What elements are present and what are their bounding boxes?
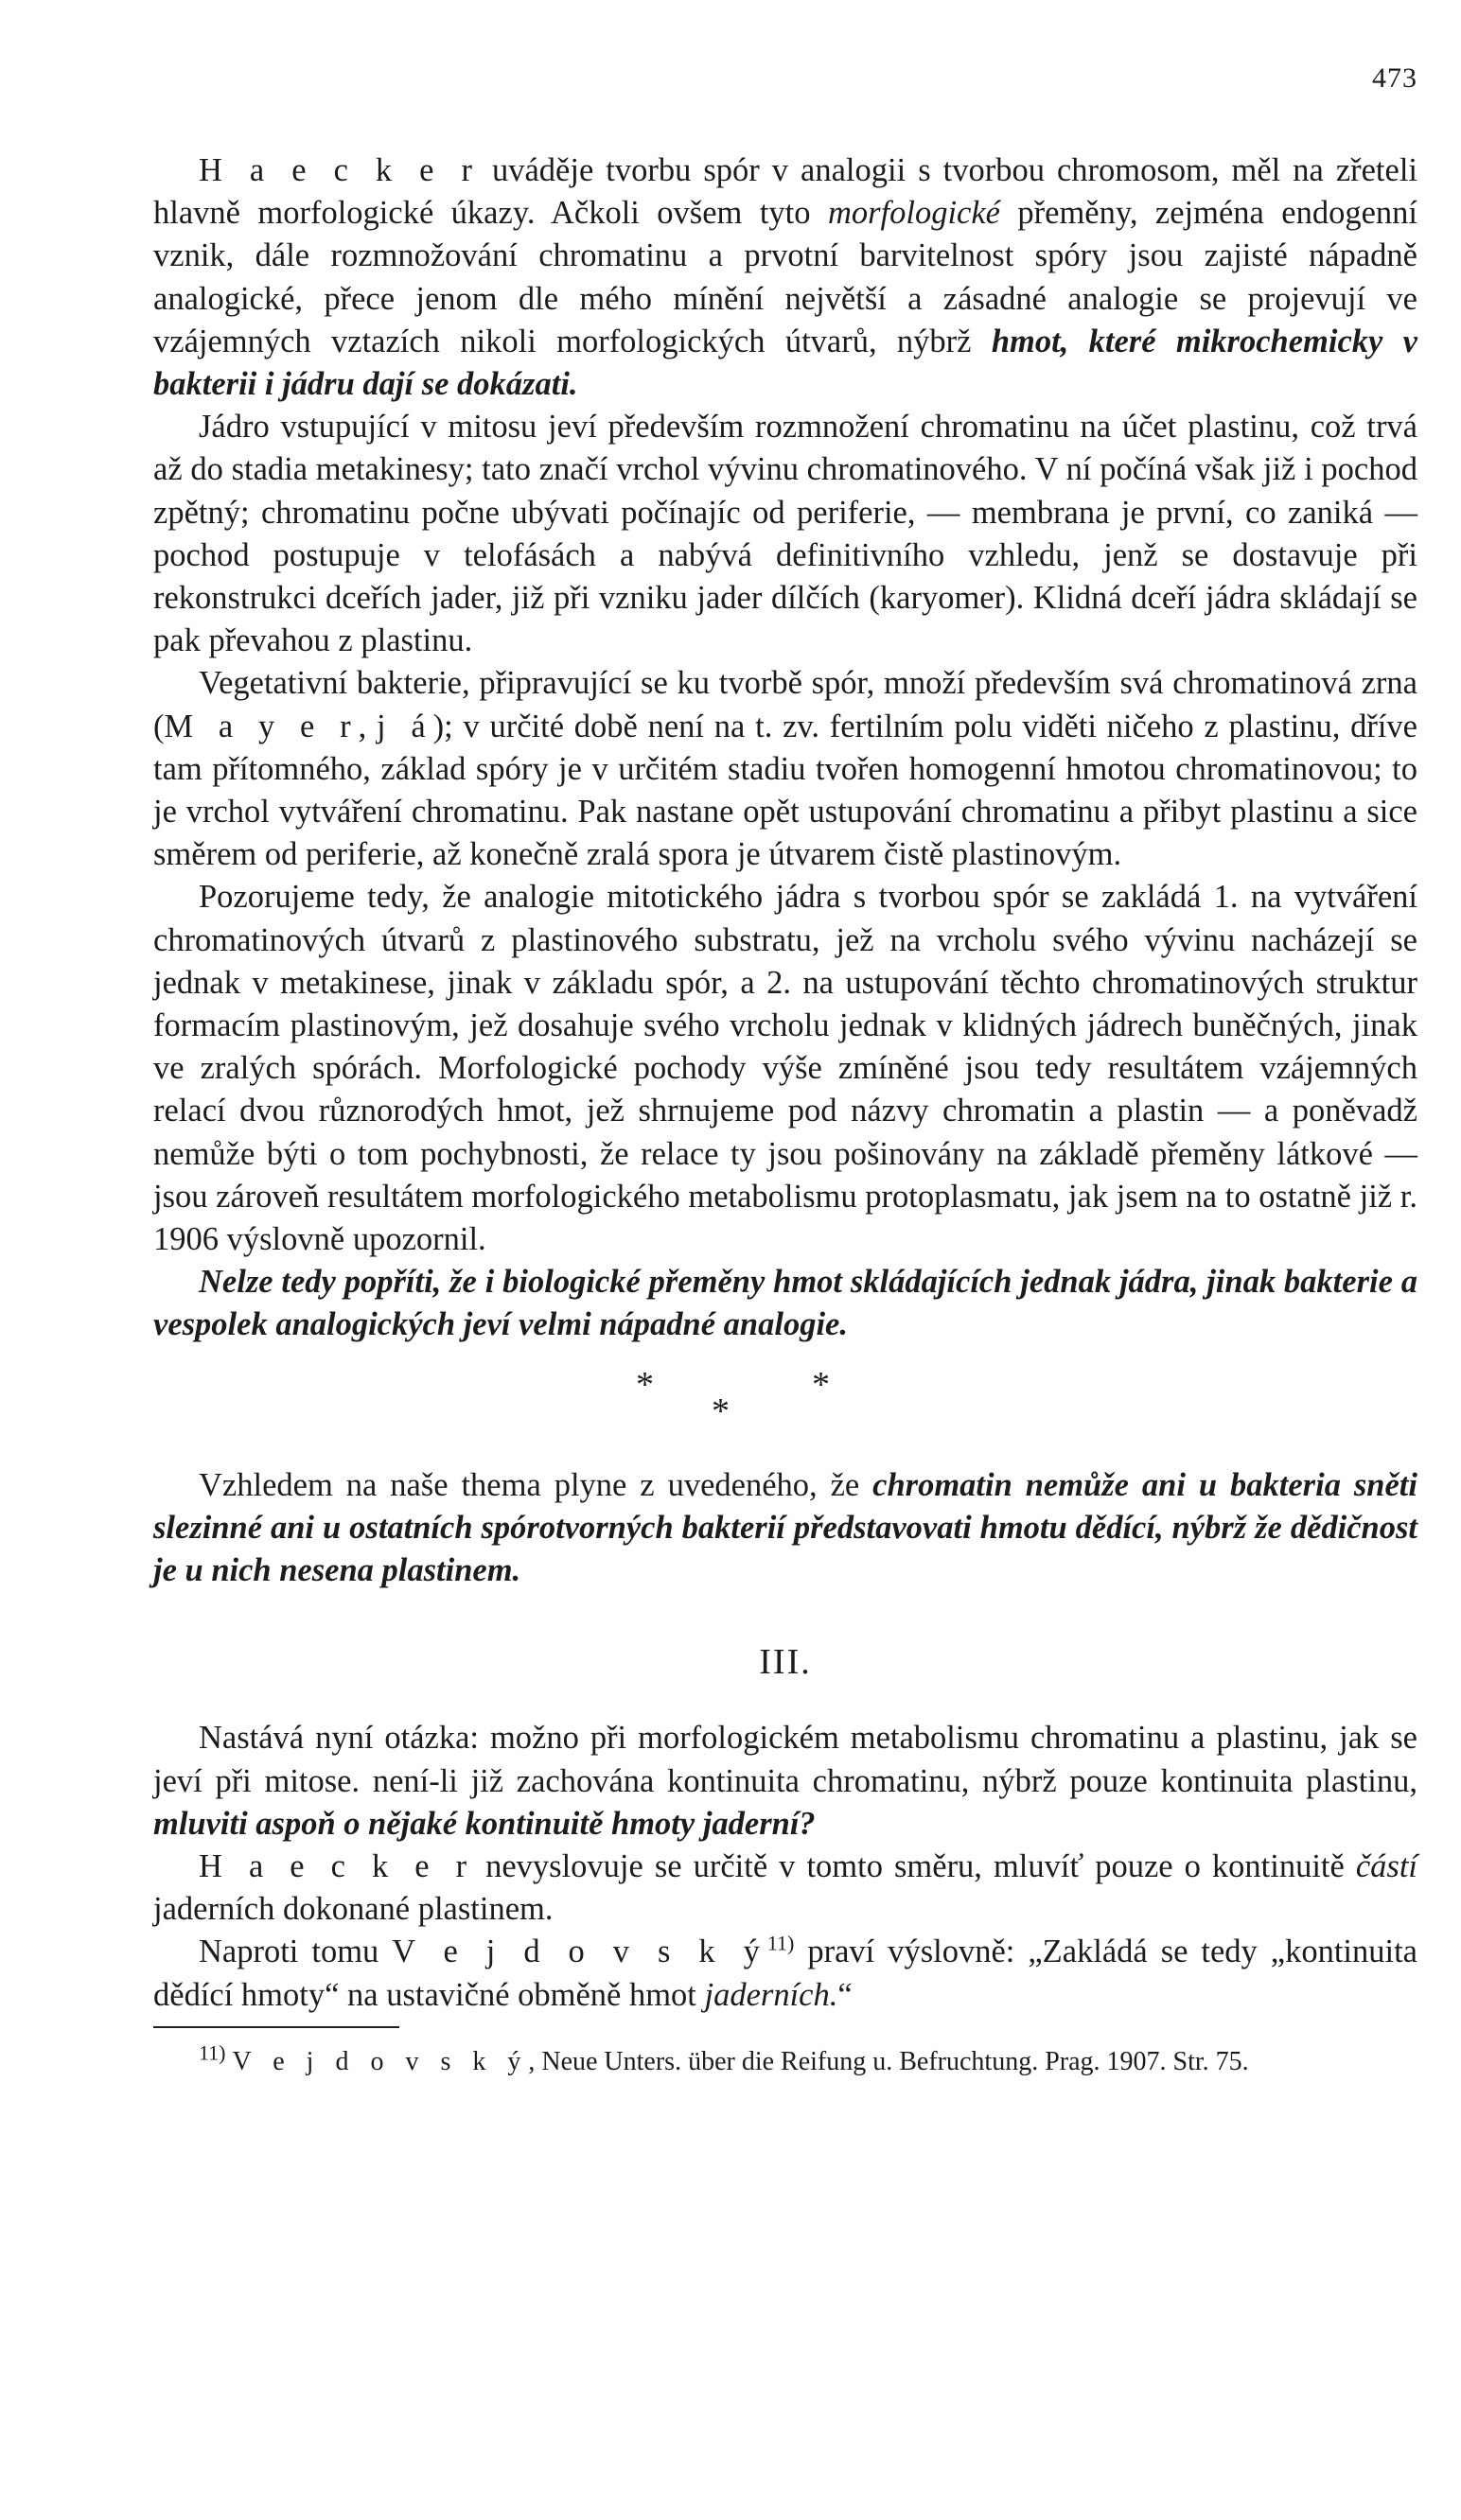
paragraph-1-text: uváděje tvorbu spór v analogii s tvorbou chromosom, měl na zřeteli hlavně morfologické úkazy. Ačkoli ovšem tyto <box>153 152 1418 232</box>
paragraph-1-italic-term: morfologické <box>827 195 1000 232</box>
section-heading: III. <box>759 1642 812 1683</box>
paragraph-6-emphasis: chromatin nemůže ani u bakteria sněti slezinné ani u ostatních spórotvorných bakterií představovati hmotu dědící, nýbrž že dědičnost je u nich nesena plastinem. <box>153 1466 1417 1589</box>
paragraph-9-text: Naproti tomu <box>199 1934 393 1970</box>
paragraph-8-italic-term: částí <box>1355 1847 1418 1884</box>
footnote-divider <box>153 2026 399 2028</box>
paragraph-3 <box>153 662 1417 876</box>
footnote-mark: 11) <box>199 2040 226 2065</box>
paragraph-5-conclusion: Nelze tedy popříti, že i biologické přeměny hmot skládajících jednak jádra, jinak bakterie a vespolek analogických jeví velmi nápadné analogie. <box>153 1264 1417 1343</box>
paragraph-6-text: Vzhledem na naše thema plyne z uvedeného, že <box>199 1466 873 1503</box>
author-name-mayer: M a y e r <box>164 708 359 744</box>
paragraph-9-quote: praví výslovně: „Zakládá se tedy „kontinuita dědící hmoty“ na ustavičné obměně hmot <box>153 1934 1417 2013</box>
paragraph-3-separator: , <box>358 708 377 744</box>
section-divider-stars <box>153 1364 1417 1440</box>
paragraph-8-text: nevyslovuje se určitě v tomto směru, mluvíť pouze o kontinuitě <box>474 1847 1356 1884</box>
paragraph-4: Pozorujeme tedy, že analogie mitotického jádra s tvorbou spór se zakládá 1. na vytváření chromatinových útvarů z plastinového substratu, jež na vrcholu svého vývinu nacházejí se jednak v metakinese, jinak v základu spór, a 2. na ustupování těchto chromatinových struktur formacím plastinovým, jež dosahuje svého vrcholu jednak v klidných jádrech buněčných, jinak ve zralých spórách. Morfologické pochody výše zmíněné jsou tedy resultátem vzájemných relací dvou různorodých hmot, jež shrnujeme pod názvy chromatin a plastin — a poněvadž nemůže býti o tom pochybnosti, že relace ty jsou pošinovány na základě přeměny látkové — jsou zároveň resultátem morfologického metabolismu protoplasmatu, jak jsem na to ostatně již r. 1906 výslovně upozornil. <box>153 879 1417 1258</box>
footnote-text: , Neue Unters. über die Reifung u. Befruchtung. Prag. 1907. Str. 75. <box>528 2046 1249 2076</box>
paragraph-8 <box>153 1846 1417 1931</box>
paragraph-7-emphasis: mluviti aspoň o nějaké kontinuitě hmoty <box>153 1805 703 1842</box>
paragraph-8-text-cont: jaderních dokonané plastinem. <box>153 1891 554 1928</box>
paragraph-9-italic-term: jaderních. <box>704 1976 838 2013</box>
paragraph-1-text-cont: přeměny, zejména endogenní vznik, dále rozmnožování chromatinu a prvotní barvitelnost spóry jsou zajisté nápadně analogické, přece jenom dle mého mínění největší a zásadné analogie se projevují ve vzájemných vztazích nikoli morfologických útvarů, nýbrž <box>153 195 1418 359</box>
paragraph-1-emphasis: hmot, které mikrochemicky v bakterii i jádru dají se dokázati. <box>153 323 1417 403</box>
footnote-author: V e j d o v s k ý <box>232 2046 529 2076</box>
footnote <box>153 2040 1417 2081</box>
paragraph-6 <box>153 1464 1417 1593</box>
paragraph-7 <box>153 1717 1417 1846</box>
page-body <box>153 149 1417 2081</box>
paragraph-2: Jádro vstupující v mitosu jeví především rozmnožení chromatinu na účet plastinu, což trvá až do stadia metakinesy; tato značí vrchol vývinu chromatinového. V ní počíná však již i pochod zpětný; chromatinu počne ubývati počínajíc od periferie, — membrana je první, co zaniká — pochod postupuje v telofásách a nabývá definitivního vzhledu, jenž se dostavuje při rekonstrukci dceřích jader, již při vzniku jader dílčích (karyomer). Klidná dceří jádra skládají se pak převahou z plastinu. <box>153 409 1417 659</box>
paragraph-1 <box>153 149 1417 406</box>
paragraph-7-emphasis-strong: jaderní? <box>702 1805 816 1842</box>
author-name-vejdovsky: V e j d o v s k ý <box>392 1934 767 1970</box>
divider-star: * <box>712 1391 730 1431</box>
page-number: 473 <box>1372 62 1417 94</box>
paragraph-9-quote-close: “ <box>837 1976 853 2013</box>
footnote-reference[interactable]: 11) <box>766 1931 795 1955</box>
paragraph-7-text: Nastává nyní otázka: možno při morfologickém metabolismu chromatinu a plastinu, jak se jeví při mitose. není-li již zachována kontinuita chromatinu, nýbrž pouze kontinuita plastinu, <box>153 1720 1417 1799</box>
divider-star: * <box>636 1364 654 1405</box>
divider-star: * <box>812 1364 830 1405</box>
author-name-ja: j á <box>376 708 433 744</box>
paragraph-9 <box>153 1931 1417 2016</box>
author-name-haecker: H a e c k e r <box>199 152 480 188</box>
paragraph-3-text: Vegetativní bakterie, připravující se ku tvorbě spór, množí především svá chromatinová zrna ( <box>153 665 1417 744</box>
paragraph-3-text-cont: ); v určité době není na t. zv. fertilním polu viděti ničeho z plastinu, dříve tam přítomného, základ spóry je v určitém stadiu tvořen homogenní hmotou chromatinovou; to je vrchol vytváření chromatinu. Pak nastane opět ustupování chromatinu a přibyt plastinu a sice směrem od periferie, až konečně zralá spora je útvarem čistě plastinovým. <box>153 708 1417 873</box>
author-name-haecker: H a e c k e r <box>199 1847 475 1884</box>
